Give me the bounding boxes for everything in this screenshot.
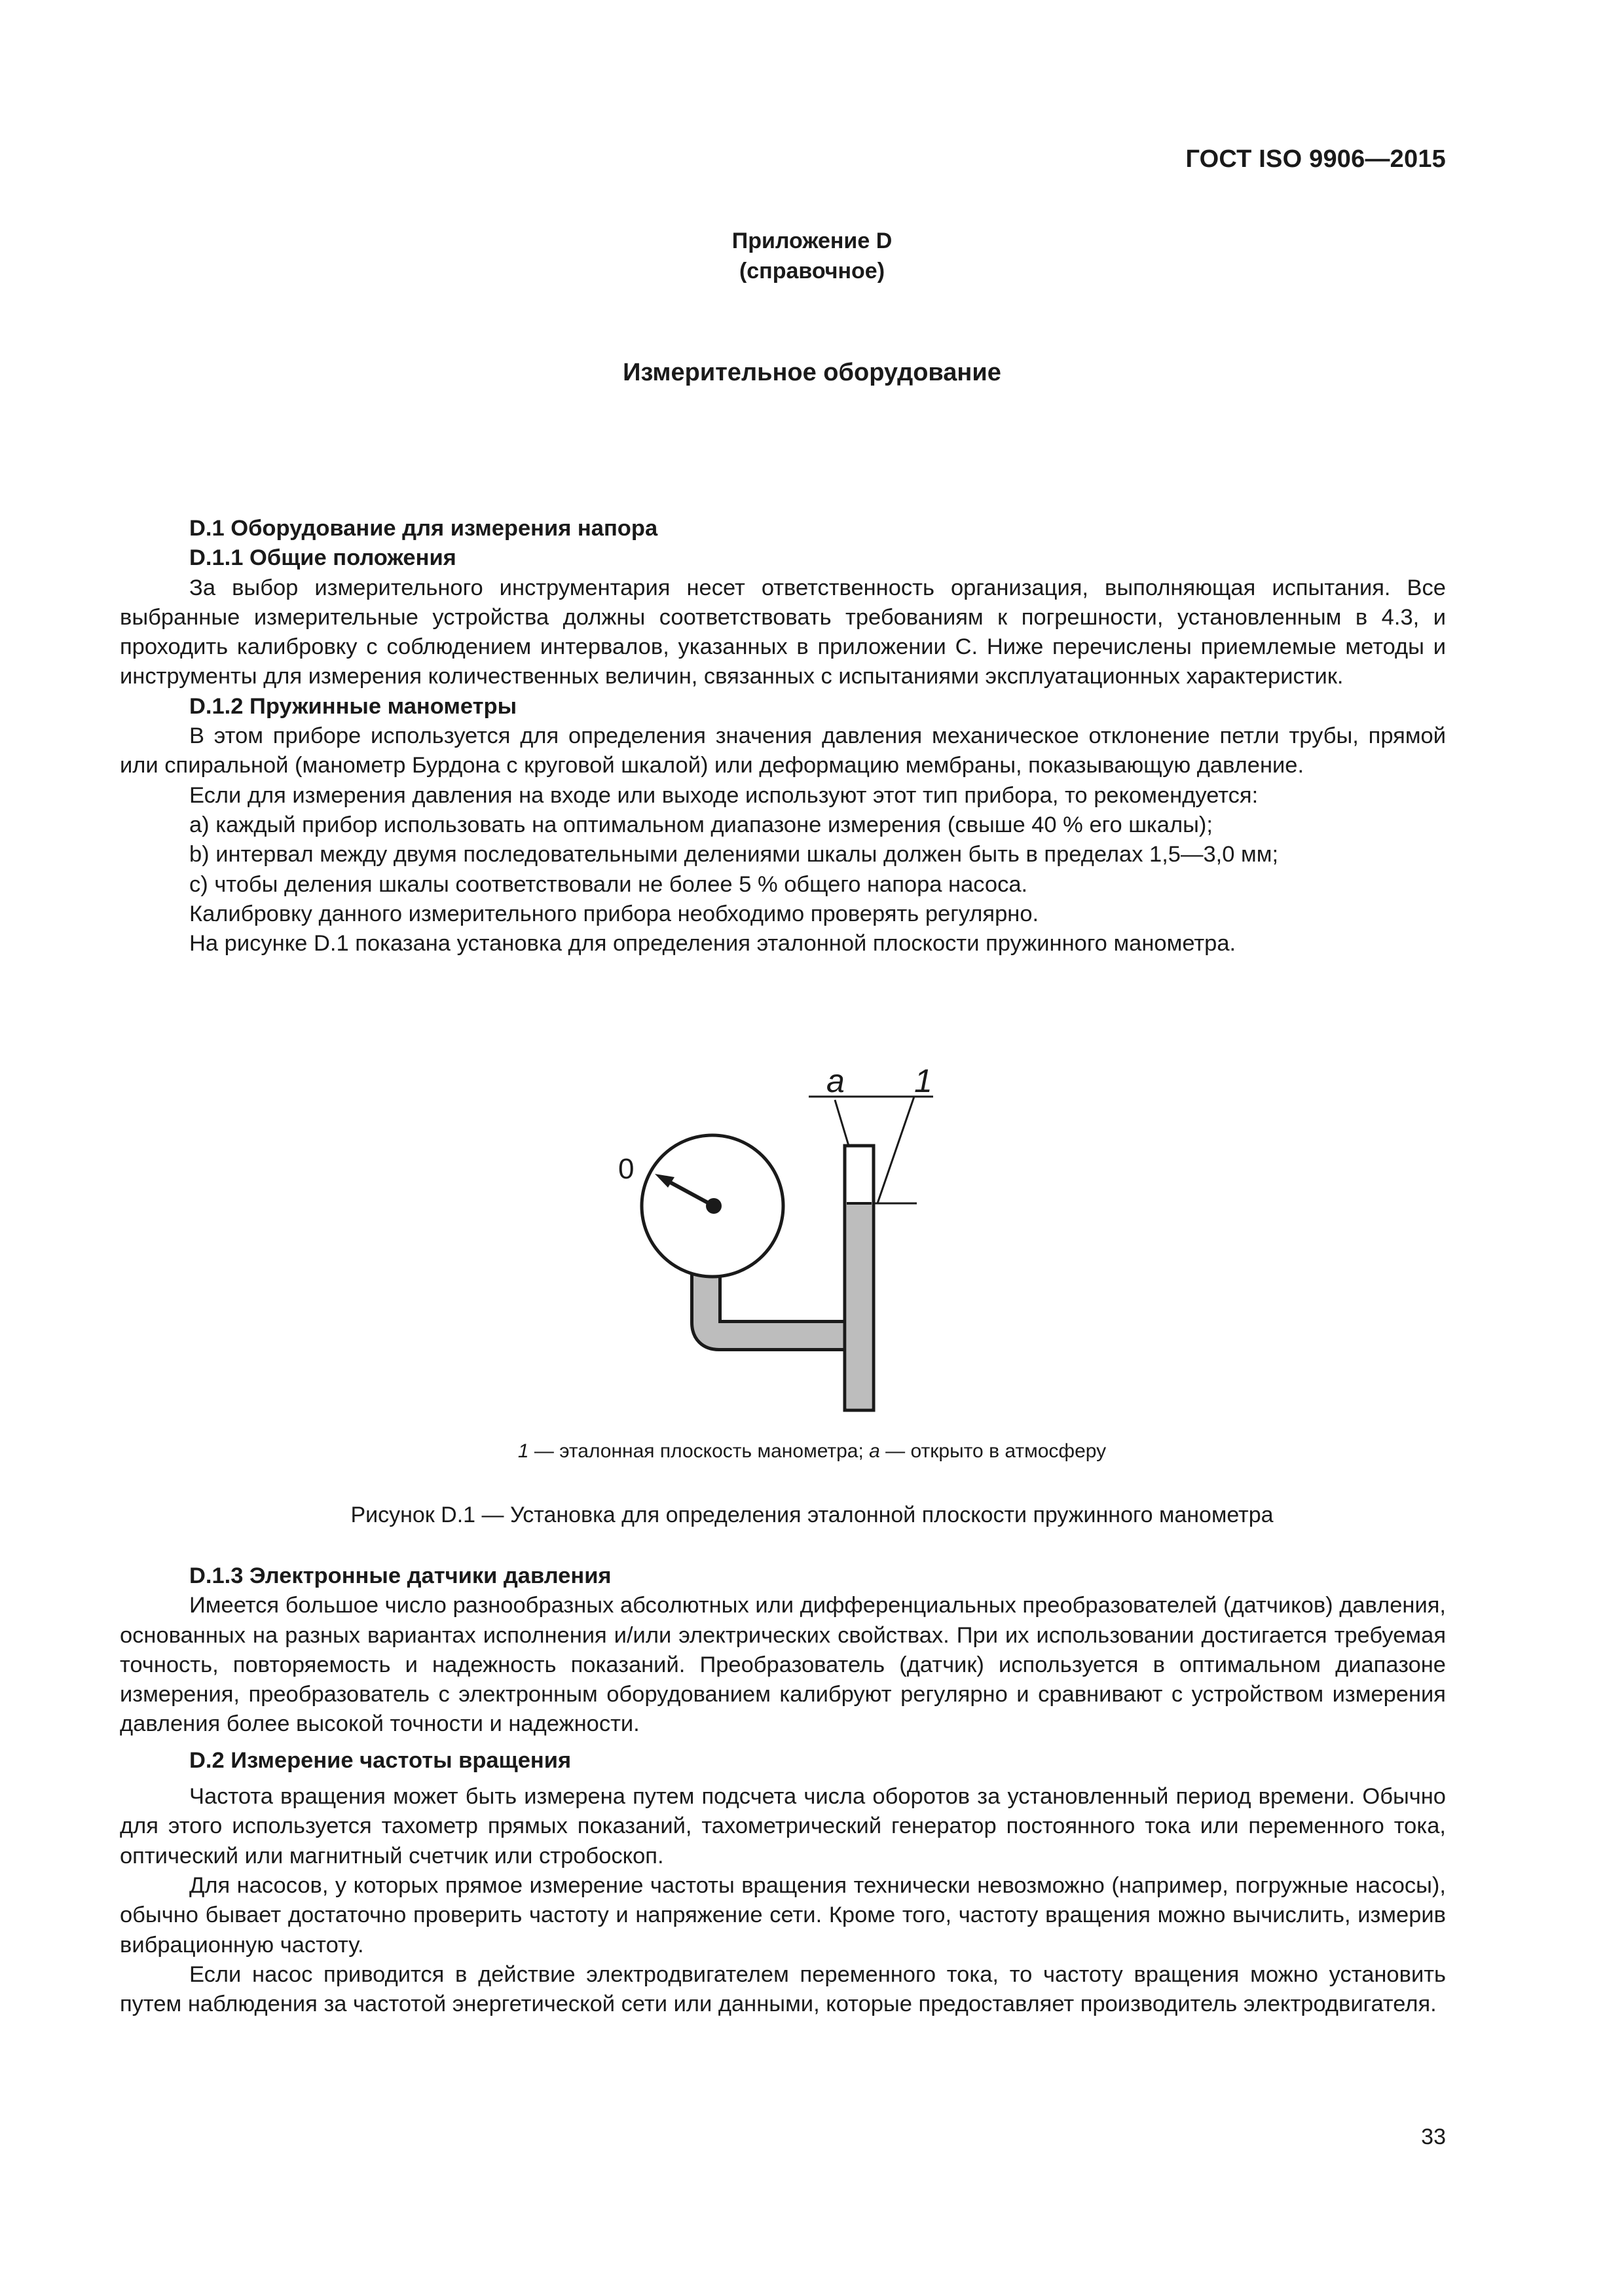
paragraph-d12-2: Если для измерения давления на входе или выходе используют этот тип прибора, то рекомендуется: [189, 782, 1259, 808]
paragraph-d13: Имеется большое число разнообразных абсолютных или дифференциальных преобразователей (датчиков) давления, основанных на разных вариантах исполнения и/или электрических свойствах. При их использовании достигается требуемая точность, повторяемость и надежность показаний. Преобразователь (датчик) используется в оптимальном диапазоне измерения, преобразователь с электронным оборудованием калибруют регулярно и сравнивают с устройством измерения давления более высокой точности и надежности. [120, 1593, 1446, 1737]
label-zero: 0 [618, 1153, 635, 1185]
appendix-type: (справочное) [739, 259, 885, 283]
legend-text-1: — эталонная плоскость манометра; [528, 1440, 870, 1462]
gauge-pivot [706, 1198, 722, 1214]
paragraph-d11: За выбор измерительного инструментария несет ответственность организация, выполняющая испытания. Все выбранные измерительные устройства должны соответствовать требованиям к погрешности, установленным в 4.3, и проходить калибровку с соблюдением интервалов, указанных в приложении С. Ниже перечислены приемлемые методы и инструменты для измерения количественных величин, связанных с испытаниями эксплуатационных характеристик. [120, 575, 1446, 689]
appendix-label: Приложение D [731, 228, 893, 253]
appendix-heading [0, 226, 1624, 286]
list-item-a: a) каждый прибор использовать на оптимальном диапазоне измерения (свыше 40 % его шкалы); [189, 812, 1213, 837]
paragraph-d12-1: В этом приборе используется для определения значения давления механическое отклонение петли трубы, прямой или спиральной (манометр Бурдона с круговой шкалой) или деформацию мембраны, показывающую давление. [120, 723, 1446, 778]
legend-text-2: — открыто в атмосферу [879, 1440, 1107, 1462]
paragraph-d2-3: Если насос приводится в действие электродвигателем переменного тока, то частоту вращения можно установить путем наблюдения за частотой энергетической сети или данными, которые предоставляет производитель электродвигателя. [120, 1961, 1446, 2017]
paragraph-d12-3: Калибровку данного измерительного прибора необходимо проверять регулярно. [189, 901, 1039, 926]
figure-d1 [0, 1048, 1624, 1427]
heading-d1: D.1 Оборудование для измерения напора [189, 516, 658, 541]
page-number: 33 [1421, 2124, 1446, 2149]
document-code: ГОСТ ISO 9906—2015 [1185, 145, 1446, 173]
leader-line-1 [877, 1097, 914, 1203]
legend-key-1: 1 [517, 1440, 529, 1462]
leader-line-a [835, 1100, 849, 1146]
list-item-b: b) интервал между двумя последовательными делениями шкалы должен быть в пределах 1,5—3,0 мм; [189, 842, 1279, 867]
heading-d11: D.1.1 Общие положения [189, 545, 456, 571]
paragraph-d2-1: Частота вращения может быть измерена путем подсчета числа оборотов за установленный период времени. Обычно для этого используется тахометр прямых показаний, тахометрический генератор постоянного тока или переменного тока, оптический или магнитный счетчик или стробоскоп. [120, 1784, 1446, 1868]
heading-d13: D.1.3 Электронные датчики давления [189, 1563, 612, 1588]
label-1: 1 [914, 1063, 932, 1099]
page-title: Измерительное оборудование [623, 359, 1001, 386]
label-a: a [826, 1063, 845, 1099]
figure-caption: Рисунок D.1 — Установка для определения эталонной плоскости пружинного манометра [350, 1503, 1274, 1527]
legend-key-a: а [869, 1440, 880, 1462]
section-d1 [120, 514, 1446, 958]
paragraph-d2-2: Для насосов, у которых прямое измерение частоты вращения технически невозможно (например, погружные насосы), обычно бывает достаточно проверить частоту и напряжение сети. Кроме того, частоту вращения можно вычислить, измерив вибрационную частоту. [120, 1872, 1446, 1958]
list-item-c: c) чтобы деления шкалы соответствовали не более 5 % общего напора насоса. [189, 871, 1028, 897]
heading-d2: D.2 Измерение частоты вращения [189, 1747, 572, 1773]
heading-d12: D.1.2 Пружинные манометры [189, 693, 517, 719]
paragraph-d12-4: На рисунке D.1 показана установка для определения эталонной плоскости пружинного манометра. [189, 931, 1236, 957]
section-d13-d2 [120, 1561, 1446, 2019]
connection-tube-fill [706, 1274, 851, 1336]
figure-legend [0, 1440, 1624, 1463]
reference-tube-liquid [847, 1203, 872, 1408]
